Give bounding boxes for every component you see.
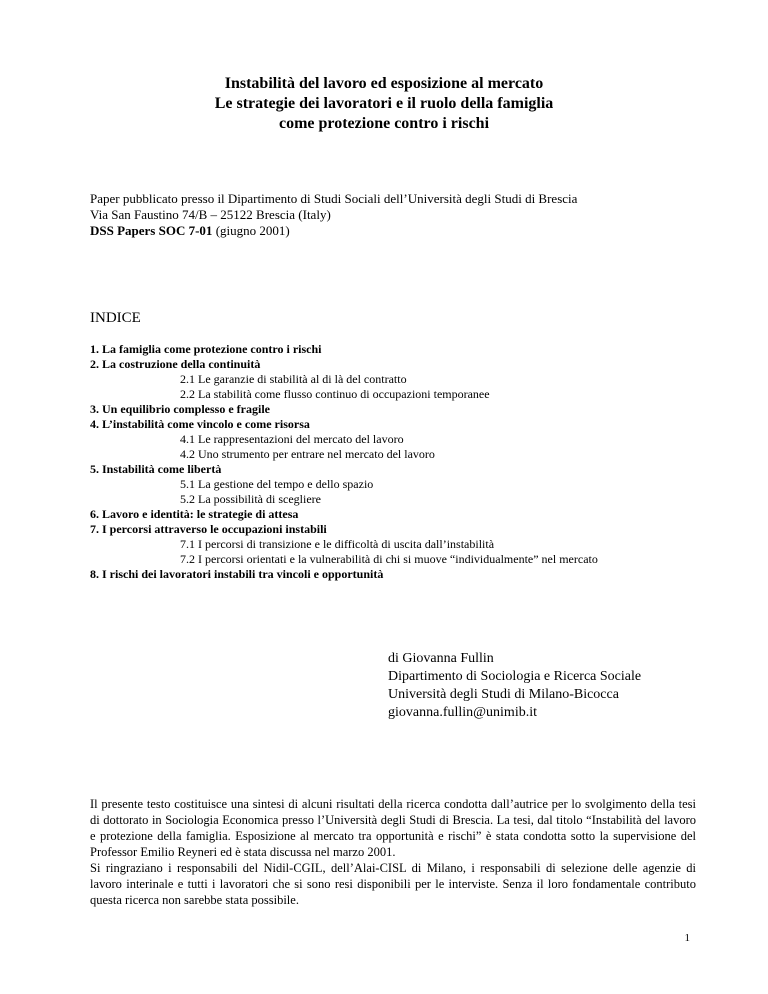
table-of-contents: [90, 342, 598, 582]
title-line-1: Instabilità del lavoro ed esposizione al mercato: [224, 75, 544, 92]
document-title: [0, 74, 768, 134]
index-heading: INDICE: [90, 310, 141, 326]
publication-line-1: Paper pubblicato presso il Dipartimento di Studi Sociali dell’Università degli Studi di Brescia: [90, 191, 578, 206]
title-line-3: come protezione contro i rischi: [278, 115, 490, 132]
toc-chapter: 3. Un equilibrio complesso e fragile: [90, 402, 270, 416]
toc-chapter: 8. I rischi dei lavoratori instabili tra vincoli e opportunità: [90, 567, 384, 581]
publication-info: [90, 191, 577, 239]
author-department: Dipartimento di Sociologia e Ricerca Sociale: [388, 669, 642, 684]
toc-chapter: 5. Instabilità come libertà: [90, 462, 222, 476]
toc-section: 5.2 La possibilità di scegliere: [180, 492, 321, 506]
toc-section: 5.1 La gestione del tempo e dello spazio: [180, 477, 374, 491]
series-code: DSS Papers SOC 7-01: [90, 223, 213, 238]
toc-section: 7.2 I percorsi orientati e la vulnerabilità di chi si muove “individualmente” nel mercato: [180, 552, 598, 566]
acknowledgement-note: [90, 796, 696, 908]
toc-section: 4.1 Le rappresentazioni del mercato del lavoro: [180, 432, 404, 446]
series-date: (giugno 2001): [212, 223, 290, 238]
author-email[interactable]: giovanna.fullin@unimib.it: [388, 705, 537, 720]
author-university: Università degli Studi di Milano-Bicocca: [388, 687, 619, 702]
page-number: 1: [684, 932, 690, 944]
toc-section: 2.1 Le garanzie di stabilità al di là del contratto: [180, 372, 407, 386]
publication-address: Via San Faustino 74/B – 25122 Brescia (Italy): [90, 207, 331, 222]
author-name: di Giovanna Fullin: [388, 651, 494, 666]
toc-section: 7.1 I percorsi di transizione e le difficoltà di uscita dall’instabilità: [180, 537, 495, 551]
toc-section: 2.2 La stabilità come flusso continuo di occupazioni temporanee: [180, 387, 490, 401]
title-line-2: Le strategie dei lavoratori e il ruolo della famiglia: [214, 95, 554, 112]
toc-chapter: 7. I percorsi attraverso le occupazioni instabili: [90, 522, 327, 536]
toc-chapter: 1. La famiglia come protezione contro i rischi: [90, 342, 322, 356]
toc-section: 4.2 Uno strumento per entrare nel mercato del lavoro: [180, 447, 435, 461]
author-block: [388, 650, 641, 722]
toc-chapter: 2. La costruzione della continuità: [90, 357, 261, 371]
publication-series: [90, 223, 577, 239]
toc-chapter: 4. L’instabilità come vincolo e come risorsa: [90, 417, 310, 431]
note-paragraph-2: Si ringraziano i responsabili del Nidil-CGIL, dell’Alai-CISL di Milano, i responsabili di selezione delle agenzie di lavoro interinale e tutti i lavoratori che si sono resi disponibili per le interviste. Senza il loro fondamentale contributo questa ricerca non sarebbe stata possibile.: [90, 861, 696, 907]
toc-chapter: 6. Lavoro e identità: le strategie di attesa: [90, 507, 299, 521]
note-paragraph-1: Il presente testo costituisce una sintesi di alcuni risultati della ricerca condotta dall’autrice per lo svolgimento della tesi di dottorato in Sociologia Economica presso l’Università degli Studi di Brescia. La tesi, dal titolo “Instabilità del lavoro e protezione della famiglia. Esposizione al mercato tra opportunità e rischi” è stata condotta sotto la supervisione del Professor Emilio Reyneri ed è stata discussa nel marzo 2001.: [90, 797, 696, 859]
